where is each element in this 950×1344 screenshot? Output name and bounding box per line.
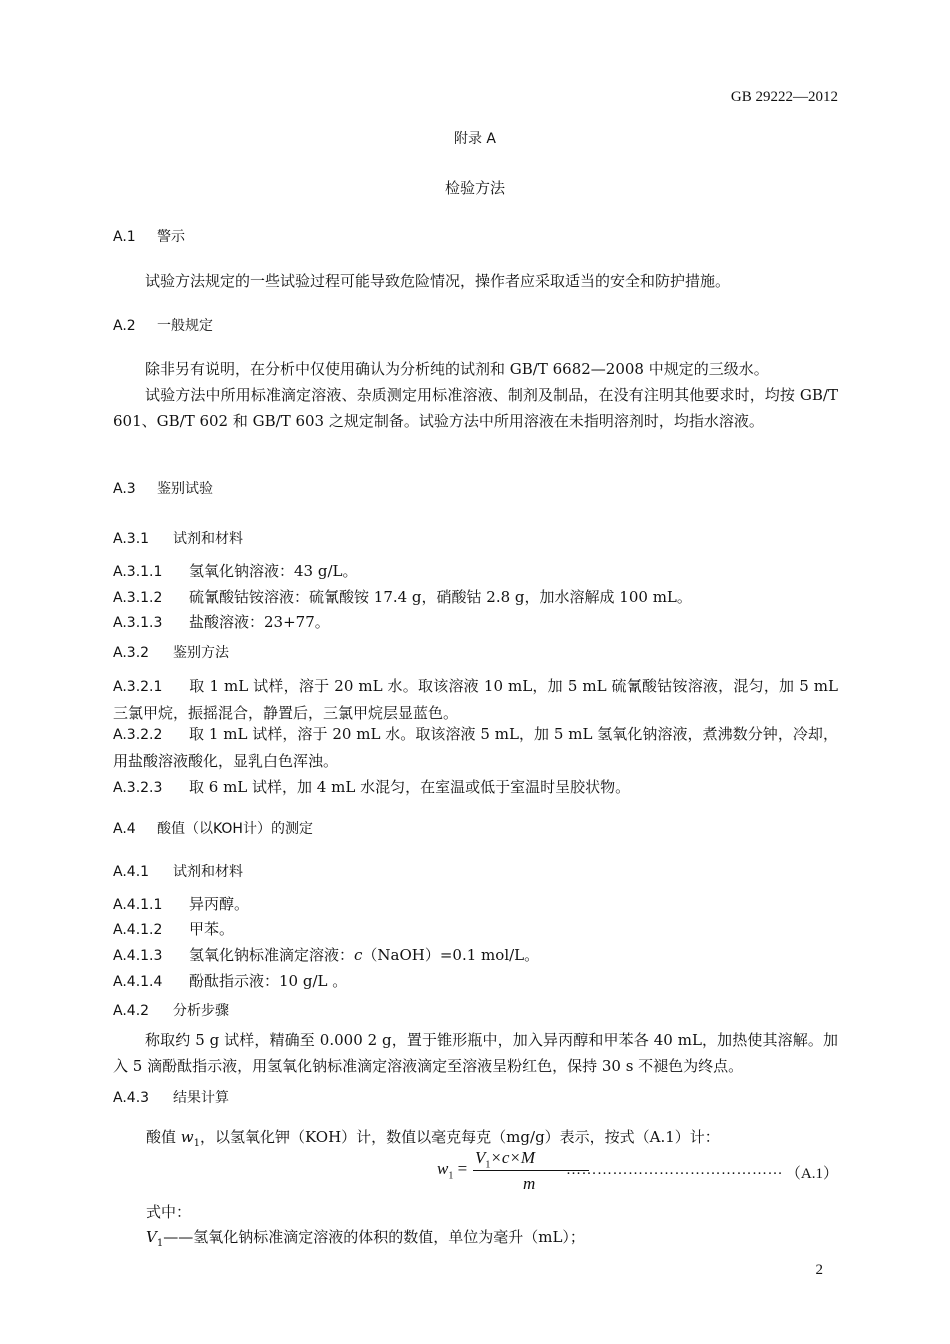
section-number: A.1 xyxy=(113,229,136,245)
list-item-a414 xyxy=(113,970,347,991)
subsection-heading-a32 xyxy=(113,642,229,662)
subsection-number: A.3.2 xyxy=(113,645,150,661)
item-text: 硫氰酸钴铵溶液：硫氰酸铵 17.4 g，硝酸钴 2.8 g，加水溶解成 100 mL。 xyxy=(189,588,692,606)
appendix-label: 附录 A xyxy=(453,131,497,147)
variable-description: ——氢氧化钠标准滴定溶液的体积的数值，单位为毫升（mL）； xyxy=(163,1228,585,1246)
item-number: A.3.1.2 xyxy=(113,590,163,606)
list-item-a413 xyxy=(113,944,539,965)
list-item-a411 xyxy=(113,893,249,914)
item-text: 取 1 mL 试样，溶于 20 mL 水。取该溶液 10 mL，加 5 mL 硫氰酸钴铵溶液，混匀，加 5 mL 三氯甲烷，振摇混合，静置后，三氯甲烷层显蓝色。 xyxy=(113,677,838,722)
subsection-number: A.4.1 xyxy=(113,864,150,880)
item-number: A.3.2.2 xyxy=(113,727,163,743)
formula-numerator: $V_1\times c\times M$ xyxy=(475,1148,536,1171)
item-text xyxy=(189,946,539,964)
list-item-a412 xyxy=(113,918,234,939)
list-item-a313 xyxy=(113,611,330,632)
acid-value-symbol: w xyxy=(180,1128,194,1146)
variable-subscript: 1 xyxy=(156,1238,164,1249)
item-text: 氢氧化钠溶液：43 g/L。 xyxy=(189,562,358,580)
subsection-number: A.4.2 xyxy=(113,1003,150,1019)
subsection-title: 鉴别方法 xyxy=(173,645,229,661)
list-item-a322 xyxy=(113,721,838,774)
list-item-a321 xyxy=(113,673,838,726)
item-text: 取 1 mL 试样，溶于 20 mL 水。取该溶液 5 mL，加 5 mL 氢氧化钠溶液，煮沸数分钟，冷却，用盐酸溶液酸化，显乳白色浑浊。 xyxy=(113,725,838,770)
item-text: 甲苯。 xyxy=(189,920,235,938)
subsection-number: A.3.1 xyxy=(113,531,150,547)
item-text: 酚酞指示液：10 g/L 。 xyxy=(189,972,348,990)
section-title: 酸值（以KOH计）的测定 xyxy=(157,821,313,837)
paragraph-calc-intro xyxy=(146,1126,720,1149)
subsection-title: 试剂和材料 xyxy=(173,864,243,880)
paragraph-procedure: 称取约 5 g 试样，精确至 0.000 2 g，置于锥形瓶中，加入异丙醇和甲苯各 40 mL，加热使其溶解。加入 5 滴酚酞指示液，用氢氧化钠标准滴定溶液滴定至溶液呈粉红色，保持 30 s 不褪色为终点。 xyxy=(113,1031,838,1075)
item-number: A.4.1.2 xyxy=(113,922,163,938)
item-number: A.3.2.3 xyxy=(113,780,163,796)
list-item-a311 xyxy=(113,560,357,581)
item-text-pre: 氢氧化钠标准滴定溶液： xyxy=(189,946,355,964)
section-number: A.3 xyxy=(113,481,136,497)
section-title: 鉴别试验 xyxy=(157,481,213,497)
item-text: 盐酸溶液：23+77。 xyxy=(189,613,330,631)
item-number: A.4.1.4 xyxy=(113,974,163,990)
document-id: GB 29222—2012 xyxy=(730,89,838,105)
section-heading-a4 xyxy=(113,818,313,838)
subsection-heading-a31 xyxy=(113,528,243,548)
section-title: 一般规定 xyxy=(157,318,213,334)
variable-symbol: V xyxy=(146,1228,157,1246)
list-item-a323 xyxy=(113,776,630,797)
subsection-heading-a43 xyxy=(113,1087,229,1107)
list-item-a312 xyxy=(113,586,692,607)
formula-lhs: $w_1$ = xyxy=(437,1159,468,1182)
item-text-post: （NaOH）=0.1 mol/L。 xyxy=(362,946,540,964)
section-heading-a1 xyxy=(113,226,185,246)
item-number: A.3.1.3 xyxy=(113,615,163,631)
item-number: A.3.1.1 xyxy=(113,564,163,580)
page-number: 2 xyxy=(815,1262,823,1278)
subsection-title: 结果计算 xyxy=(173,1090,229,1106)
concentration-symbol: c xyxy=(354,946,363,964)
calc-intro-post: ，以氢氧化钾（KOH）计，数值以毫克每克（mg/g）表示，按式（A.1）计： xyxy=(200,1128,720,1146)
subsection-title: 分析步骤 xyxy=(173,1003,229,1019)
section-number: A.4 xyxy=(113,821,136,837)
section-heading-a3 xyxy=(113,478,213,498)
subsection-title: 试剂和材料 xyxy=(173,531,243,547)
subsection-heading-a41 xyxy=(113,861,243,881)
section-title: 警示 xyxy=(157,229,185,245)
subsection-heading-a42 xyxy=(113,1000,229,1020)
acid-value-subscript: 1 xyxy=(193,1138,200,1149)
formula-denominator: m xyxy=(523,1174,536,1193)
paragraph-general-1: 除非另有说明，在分析中仅使用确认为分析纯的试剂和 GB/T 6682—2008 中规定的三级水。 xyxy=(145,360,769,378)
calc-intro-pre: 酸值 xyxy=(146,1128,181,1146)
variable-definition-v1 xyxy=(146,1226,585,1249)
where-label: 式中： xyxy=(146,1203,192,1221)
item-number: A.3.2.1 xyxy=(113,679,163,695)
item-text: 取 6 mL 试样，加 4 mL 水混匀，在室温或低于室温时呈胶状物。 xyxy=(189,778,631,796)
item-number: A.4.1.1 xyxy=(113,897,163,913)
paragraph-general-2: 试验方法中所用标准滴定溶液、杂质测定用标准溶液、制剂及制品，在没有注明其他要求时，均按 GB/T 601、GB/T 602 和 GB/T 603 之规定制备。试验方法中所用溶液在未指明溶剂时，均指水溶液。 xyxy=(113,386,838,430)
paragraph-warning: 试验方法规定的一些试验过程可能导致危险情况，操作者应采取适当的安全和防护措施。 xyxy=(145,272,731,290)
section-number: A.2 xyxy=(113,318,136,334)
section-heading-a2 xyxy=(113,315,213,335)
subsection-number: A.4.3 xyxy=(113,1090,150,1106)
item-text: 异丙醇。 xyxy=(189,895,250,913)
formula-leader-dots: …………………………………… xyxy=(566,1162,783,1178)
formula-number: （A.1） xyxy=(785,1166,838,1182)
item-number: A.4.1.3 xyxy=(113,948,163,964)
appendix-title: 检验方法 xyxy=(444,179,505,197)
